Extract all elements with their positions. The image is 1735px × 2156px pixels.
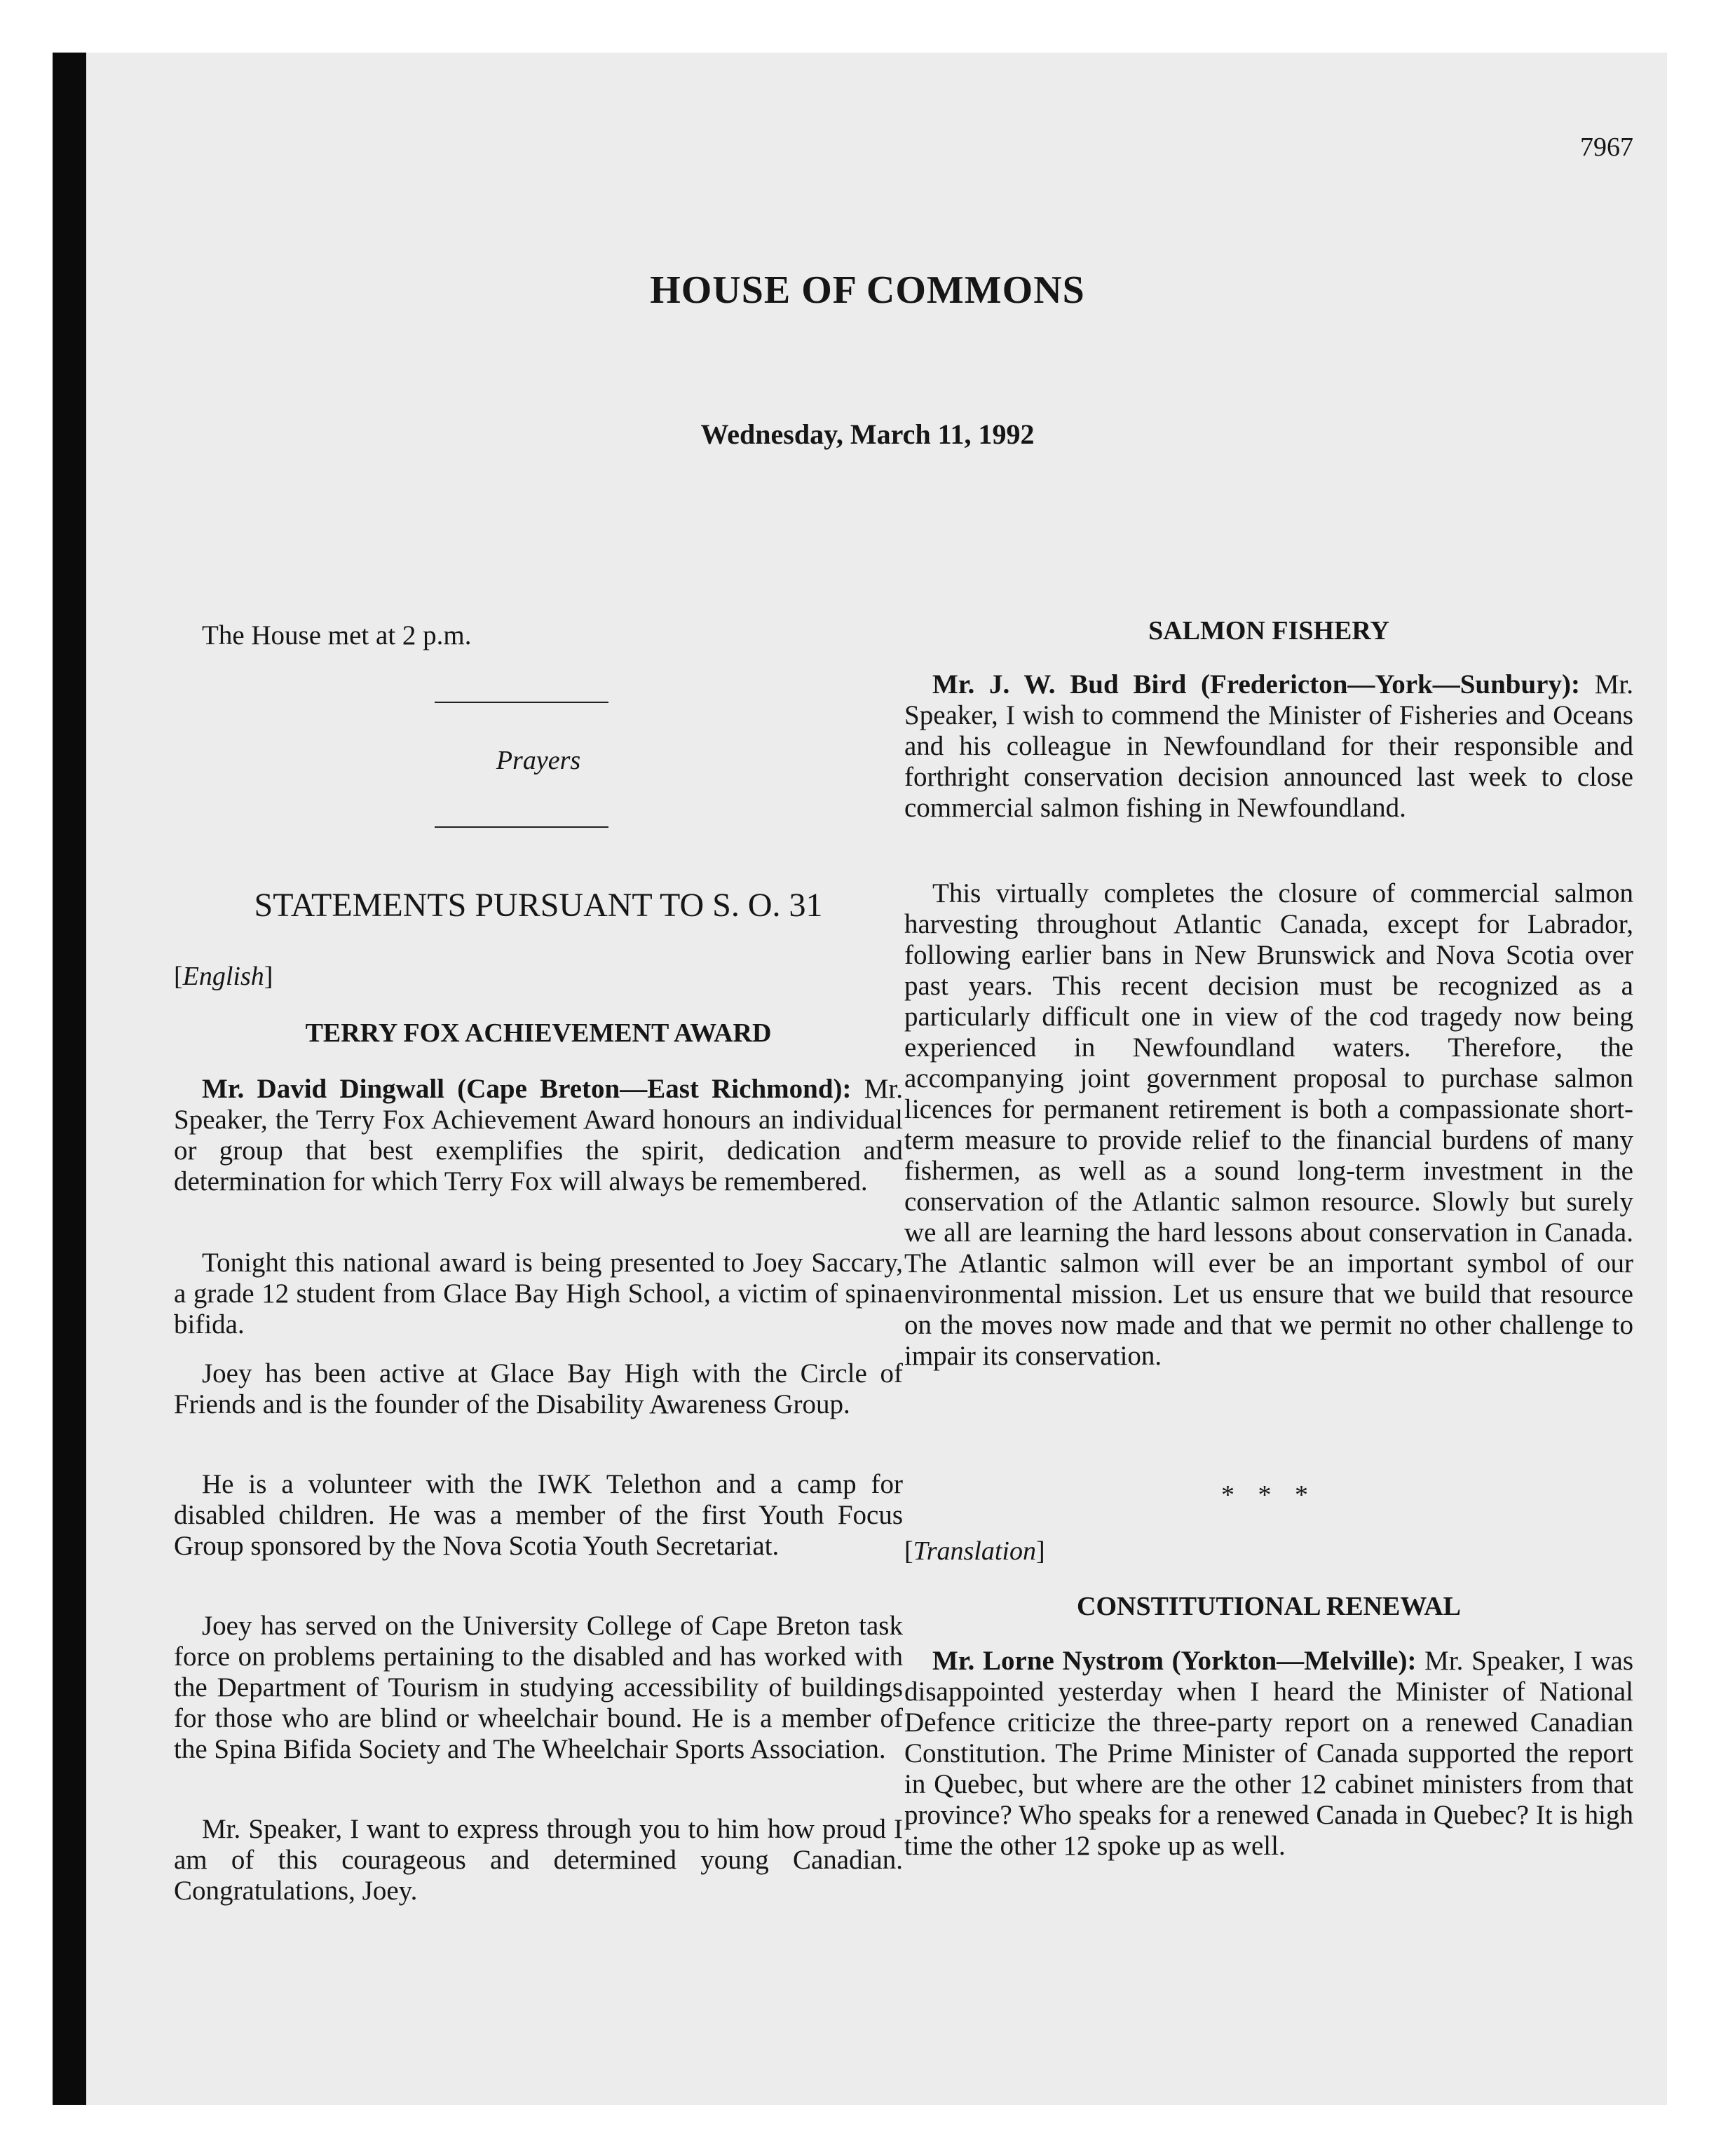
- sitting-date: Wednesday, March 11, 1992: [700, 418, 1035, 450]
- language-tag-translation: [Translation]: [904, 1536, 1045, 1566]
- language-tag-english: [English]: [174, 962, 273, 991]
- award-paragraph-6: Mr. Speaker, I want to express through you to him how proud I am of this courageous and determined young Canadian. Congratulations, Joey.: [174, 1814, 903, 1906]
- house-met-text: The House met at 2 p.m.: [202, 620, 472, 650]
- award-paragraph-1: [174, 1074, 903, 1197]
- constitution-paragraph-text: Mr. Speaker, I was disappointed yesterday when I heard the Minister of National Defence criticize the three-party report on a renewed Canadian Constitution. The Prime Minister of Canada supported the report in Quebec, but where are the other 12 cabinet ministers from that province? Who speaks for a renewed Canada in Quebec? It is high time the other 12 spoke up as well.: [904, 1646, 1633, 1861]
- award-paragraph-2: Tonight this national award is being presented to Joey Saccary, a grade 12 student from Glace Bay High School, a victim of spina bifida.: [174, 1248, 903, 1339]
- rule-above-prayers: [435, 702, 608, 703]
- section-heading: STATEMENTS PURSUANT TO S. O. 31: [254, 887, 823, 924]
- award-paragraph-3: Joey has been active at Glace Bay High with the Circle of Friends and is the founder of the Disability Awareness Group.: [174, 1358, 903, 1419]
- speaker-name: Mr. J. W. Bud Bird (Fredericton—York—Sunbury):: [932, 669, 1580, 700]
- salmon-paragraph-2: This virtually completes the closure of commercial salmon harvesting throughout Atlantic Canada, except for Labrador, following earlier bans in New Brunswick and Nova Scotia over past years. This recent decision must be recognized as a particularly difficult one in view of the cod tragedy now being experienced in Newfoundland waters. Therefore, the accompanying joint government proposal to purchase salmon licences for permanent retirement is both a compassionate short-term measure to provide relief to the financial burdens of many fishermen, as well as a sound long-term investment in the conservation of the Atlantic salmon resource. Slowly but surely we all are learning the hard lessons about conservation in Canada. The Atlantic salmon will ever be an important symbol of our environmental mission. Let us ensure that we build that resource on the moves now made and that we permit no other challenge to impair its conservation.: [904, 878, 1633, 1371]
- salmon-paragraph-1-text: Mr. Speaker, I wish to commend the Minister of Fisheries and Oceans and his colleague in Newfoundland for their responsible and forthright conservation decision announced last week to close commercial salmon fishing in Newfoundland.: [904, 669, 1634, 823]
- salmon-heading: SALMON FISHERY: [1148, 616, 1389, 646]
- award-paragraph-5: Joey has served on the University College of Cape Breton task force on problems pertaining to the disabled and has worked with the Department of Tourism in studying accessibility of buildings for those who are blind or wheelchair bound. He is a member of the Spina Bifida Society and The Wheelchair Sports Association.: [174, 1611, 903, 1764]
- award-paragraph-1-text: Mr. Speaker, the Terry Fox Achievement Award honours an individual or group that best exemplifies the spirit, dedication and determination for which Terry Fox will always be remembered.: [174, 1074, 903, 1196]
- page-number: 7967: [1580, 132, 1633, 162]
- speaker-name: Mr. David Dingwall (Cape Breton—East Richmond):: [202, 1074, 852, 1104]
- constitution-paragraph: [904, 1646, 1633, 1862]
- prayers-label: Prayers: [496, 746, 581, 775]
- language-tag-text: English: [182, 962, 264, 991]
- award-heading: TERRY FOX ACHIEVEMENT AWARD: [305, 1018, 772, 1048]
- scan-edge: [53, 53, 86, 2105]
- speaker-name: Mr. Lorne Nystrom (Yorkton—Melville):: [932, 1646, 1417, 1676]
- salmon-paragraph-1: [904, 669, 1633, 824]
- award-paragraph-4: He is a volunteer with the IWK Telethon and a camp for disabled children. He was a member of the first Youth Focus Group sponsored by the Nova Scotia Youth Secretariat.: [174, 1469, 903, 1561]
- page-title: HOUSE OF COMMONS: [650, 268, 1085, 312]
- rule-below-prayers: [435, 826, 608, 828]
- language-tag-text: Translation: [913, 1536, 1036, 1566]
- separator-stars: * * *: [1221, 1480, 1316, 1510]
- constitution-heading: CONSTITUTIONAL RENEWAL: [1077, 1592, 1461, 1621]
